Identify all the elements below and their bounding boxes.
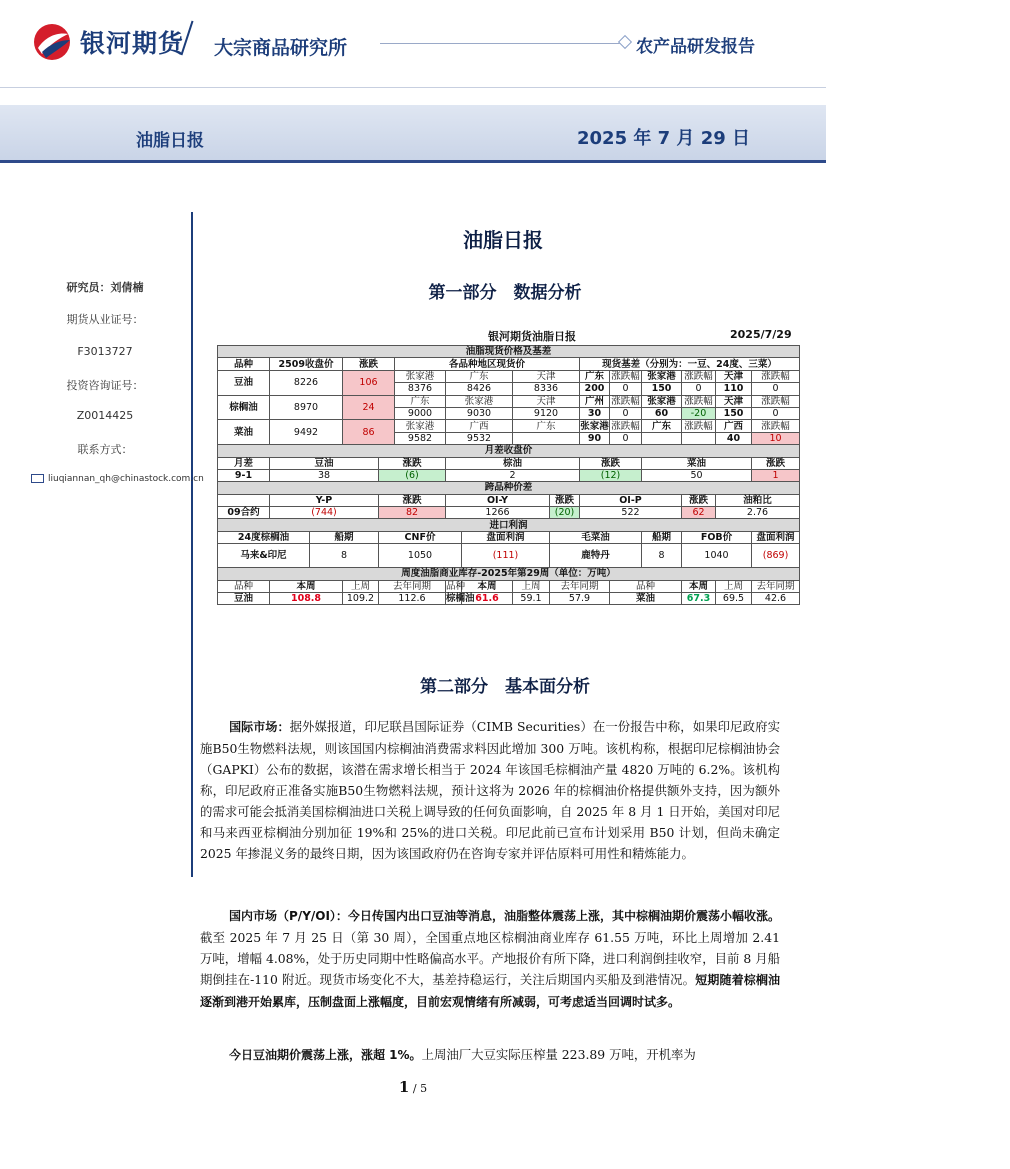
section-title-2: 第二部分 基本面分析 <box>420 677 590 697</box>
table-row: 马来&印尼 8 1050 (111) 鹿特丹 8 1040 (869) <box>218 544 800 568</box>
mail-icon <box>31 474 44 483</box>
table-row: 月差 豆油 涨跌 棕油 涨跌 菜油 涨跌 <box>218 457 800 469</box>
institute-name: 大宗商品研究所 <box>214 37 348 59</box>
table-row: 菜油 9492 86 张家港 广西 广东 张家港 涨跌幅 广东 涨跌幅 广西 涨跌幅 <box>218 420 800 432</box>
consult-number: Z0014425 <box>76 409 134 422</box>
table-row: 品种 本周 上周 去年同期 品种 本周 上周 去年同期 品种 本周 上周 去年同期 <box>218 580 800 592</box>
researcher-name: 研究员：刘倩楠 <box>66 281 144 294</box>
table-row: 豆油 108.8 109.2 112.6 棕榈油 61.6 59.1 57.9 菜油 67.3 69.5 42.6 <box>218 593 800 605</box>
table-date: 2025/7/29 <box>730 328 792 341</box>
table-row: 9000 9030 9120 30 0 60 -20 150 0 <box>218 407 800 419</box>
contact-label: 联系方式： <box>77 443 133 456</box>
oil-data-table <box>217 345 800 605</box>
table-row: 09合约 (744) 82 1266 (20) 522 62 2.76 <box>218 507 800 519</box>
table-row: Y-P 涨跌 OI-Y 涨跌 OI-P 涨跌 油粕比 <box>218 494 800 506</box>
report-date: 2025 年 7 月 29 日 <box>577 128 751 149</box>
email-text[interactable]: liuqiannan_qh@chinastock.com.cn <box>48 474 204 484</box>
consult-label: 投资咨询证号： <box>66 379 144 392</box>
report-type: 农产品研发报告 <box>636 37 755 57</box>
paragraph-text: 据外媒报道，印尼联昌国际证券（CIMB Securities）在一份报告中称，如果印尼政府实施B50生物燃料法规，则该国国内棕榈油消费需求料因此增加 300 万吨。该机构称，根据印尼棕榈油协会（GAPKI）公布的数据，该潜在需求增长相当于 2024 年该国毛棕榈油产量 4820 万吨的 6.2%。该机构称，印尼政府正准备实施B50生物燃料法规，预计这将为 2026 年的棕榈油价格提供额外支持，因为额外的需求可能会抵消美国棕榈油进口关税上调导致的任何负面影响，自 2025 年 8 月 1 日开始，美国对印尼和马来西亚棕榈油分别加征 19%和 25%的进口关税。印尼此前已宣布计划采用 B50 计划，但尚未确定 2025 年掺混义务的最终日期，因为该国政府仍在咨询专家并评估原料可用性和精炼能力。 <box>200 719 780 861</box>
sidebar-divider <box>191 212 193 877</box>
paragraph-soy <box>200 1044 780 1066</box>
report-header <box>0 0 826 86</box>
license-label: 期货从业证号： <box>66 313 144 326</box>
header-bottom-rule <box>0 87 826 88</box>
contact-email[interactable] <box>31 474 204 484</box>
page-title: 油脂日报 <box>463 228 543 252</box>
paragraph-international <box>200 716 780 864</box>
license-number: F3013727 <box>77 345 133 358</box>
paragraph-text: 上周油厂大豆实际压榨量 223.89 万吨，开机率为 <box>421 1047 696 1062</box>
diamond-icon <box>618 35 632 49</box>
galaxy-logo-icon <box>32 22 72 62</box>
band-title: 油脂日报 <box>136 131 204 151</box>
paragraph-lead: 国际市场： <box>229 720 290 734</box>
title-band-rule <box>0 160 826 163</box>
table-row: 8376 8426 8336 200 0 150 0 110 0 <box>218 383 800 395</box>
table-row: 棕榈油 8970 24 广东 张家港 天津 广州 涨跌幅 张家港 涨跌幅 天津 涨跌幅 <box>218 395 800 407</box>
paragraph-text: 截至 2025 年 7 月 25 日（第 30 周），全国重点地区棕榈油商业库存 61.55 万吨，环比上周增加 2.41 万吨，增幅 4.08%，处于历史同期中性略偏高水平。产地报价有所下降，进口利润倒挂收窄，目前 8 月船期倒挂在-110 附近。现货市场变化不大，基差持稳运行，关注后期国内买船及到港情况。 <box>200 930 780 987</box>
paragraph-lead: 今日豆油期价震荡上涨，涨超 1%。 <box>229 1048 422 1062</box>
table-row: 24度棕榈油 船期 CNF价 盘面利润 毛菜油 船期 FOB价 盘面利润 <box>218 531 800 543</box>
section-spot: 油脂现货价格及基差 <box>218 346 800 358</box>
table-row: 9582 9532 90 0 40 10 <box>218 432 800 444</box>
section-inventory: 周度油脂商业库存-2025年第29周（单位：万吨） <box>218 568 800 580</box>
table-title: 银河期货油脂日报 <box>488 330 576 343</box>
page-number: 1 / 5 <box>398 1078 428 1096</box>
table-row: 9-1 38 (6) 2 (12) 50 1 <box>218 469 800 481</box>
section-month-spread: 月差收盘价 <box>218 445 800 457</box>
paragraph-conclusion: 短期随着棕榈油逐渐到港开始累库，压制盘面上涨幅度，目前宏观情绪有所减弱，可考虑适当回调时试多。 <box>200 973 780 1009</box>
section-import-profit: 进口利润 <box>218 519 800 531</box>
paragraph-domestic <box>200 905 780 1013</box>
table-row: 品种 2509收盘价 涨跌 各品种地区现货价 现货基差（分别为：一豆、24度、三菜） <box>218 358 800 370</box>
table-row: 豆油 8226 106 张家港 广东 天津 广东 涨跌幅 张家港 涨跌幅 天津 涨跌幅 <box>218 370 800 382</box>
section-title-1: 第一部分 数据分析 <box>428 283 582 303</box>
brand-name: 银河期货 <box>80 29 185 58</box>
header-rule <box>380 43 620 44</box>
paragraph-lead: 国内市场（P/Y/OI）：今日传国内出口豆油等消息，油脂整体震荡上涨，其中棕榈油期价震荡小幅收涨。 <box>229 909 780 923</box>
section-cross-spread: 跨品种价差 <box>218 482 800 494</box>
